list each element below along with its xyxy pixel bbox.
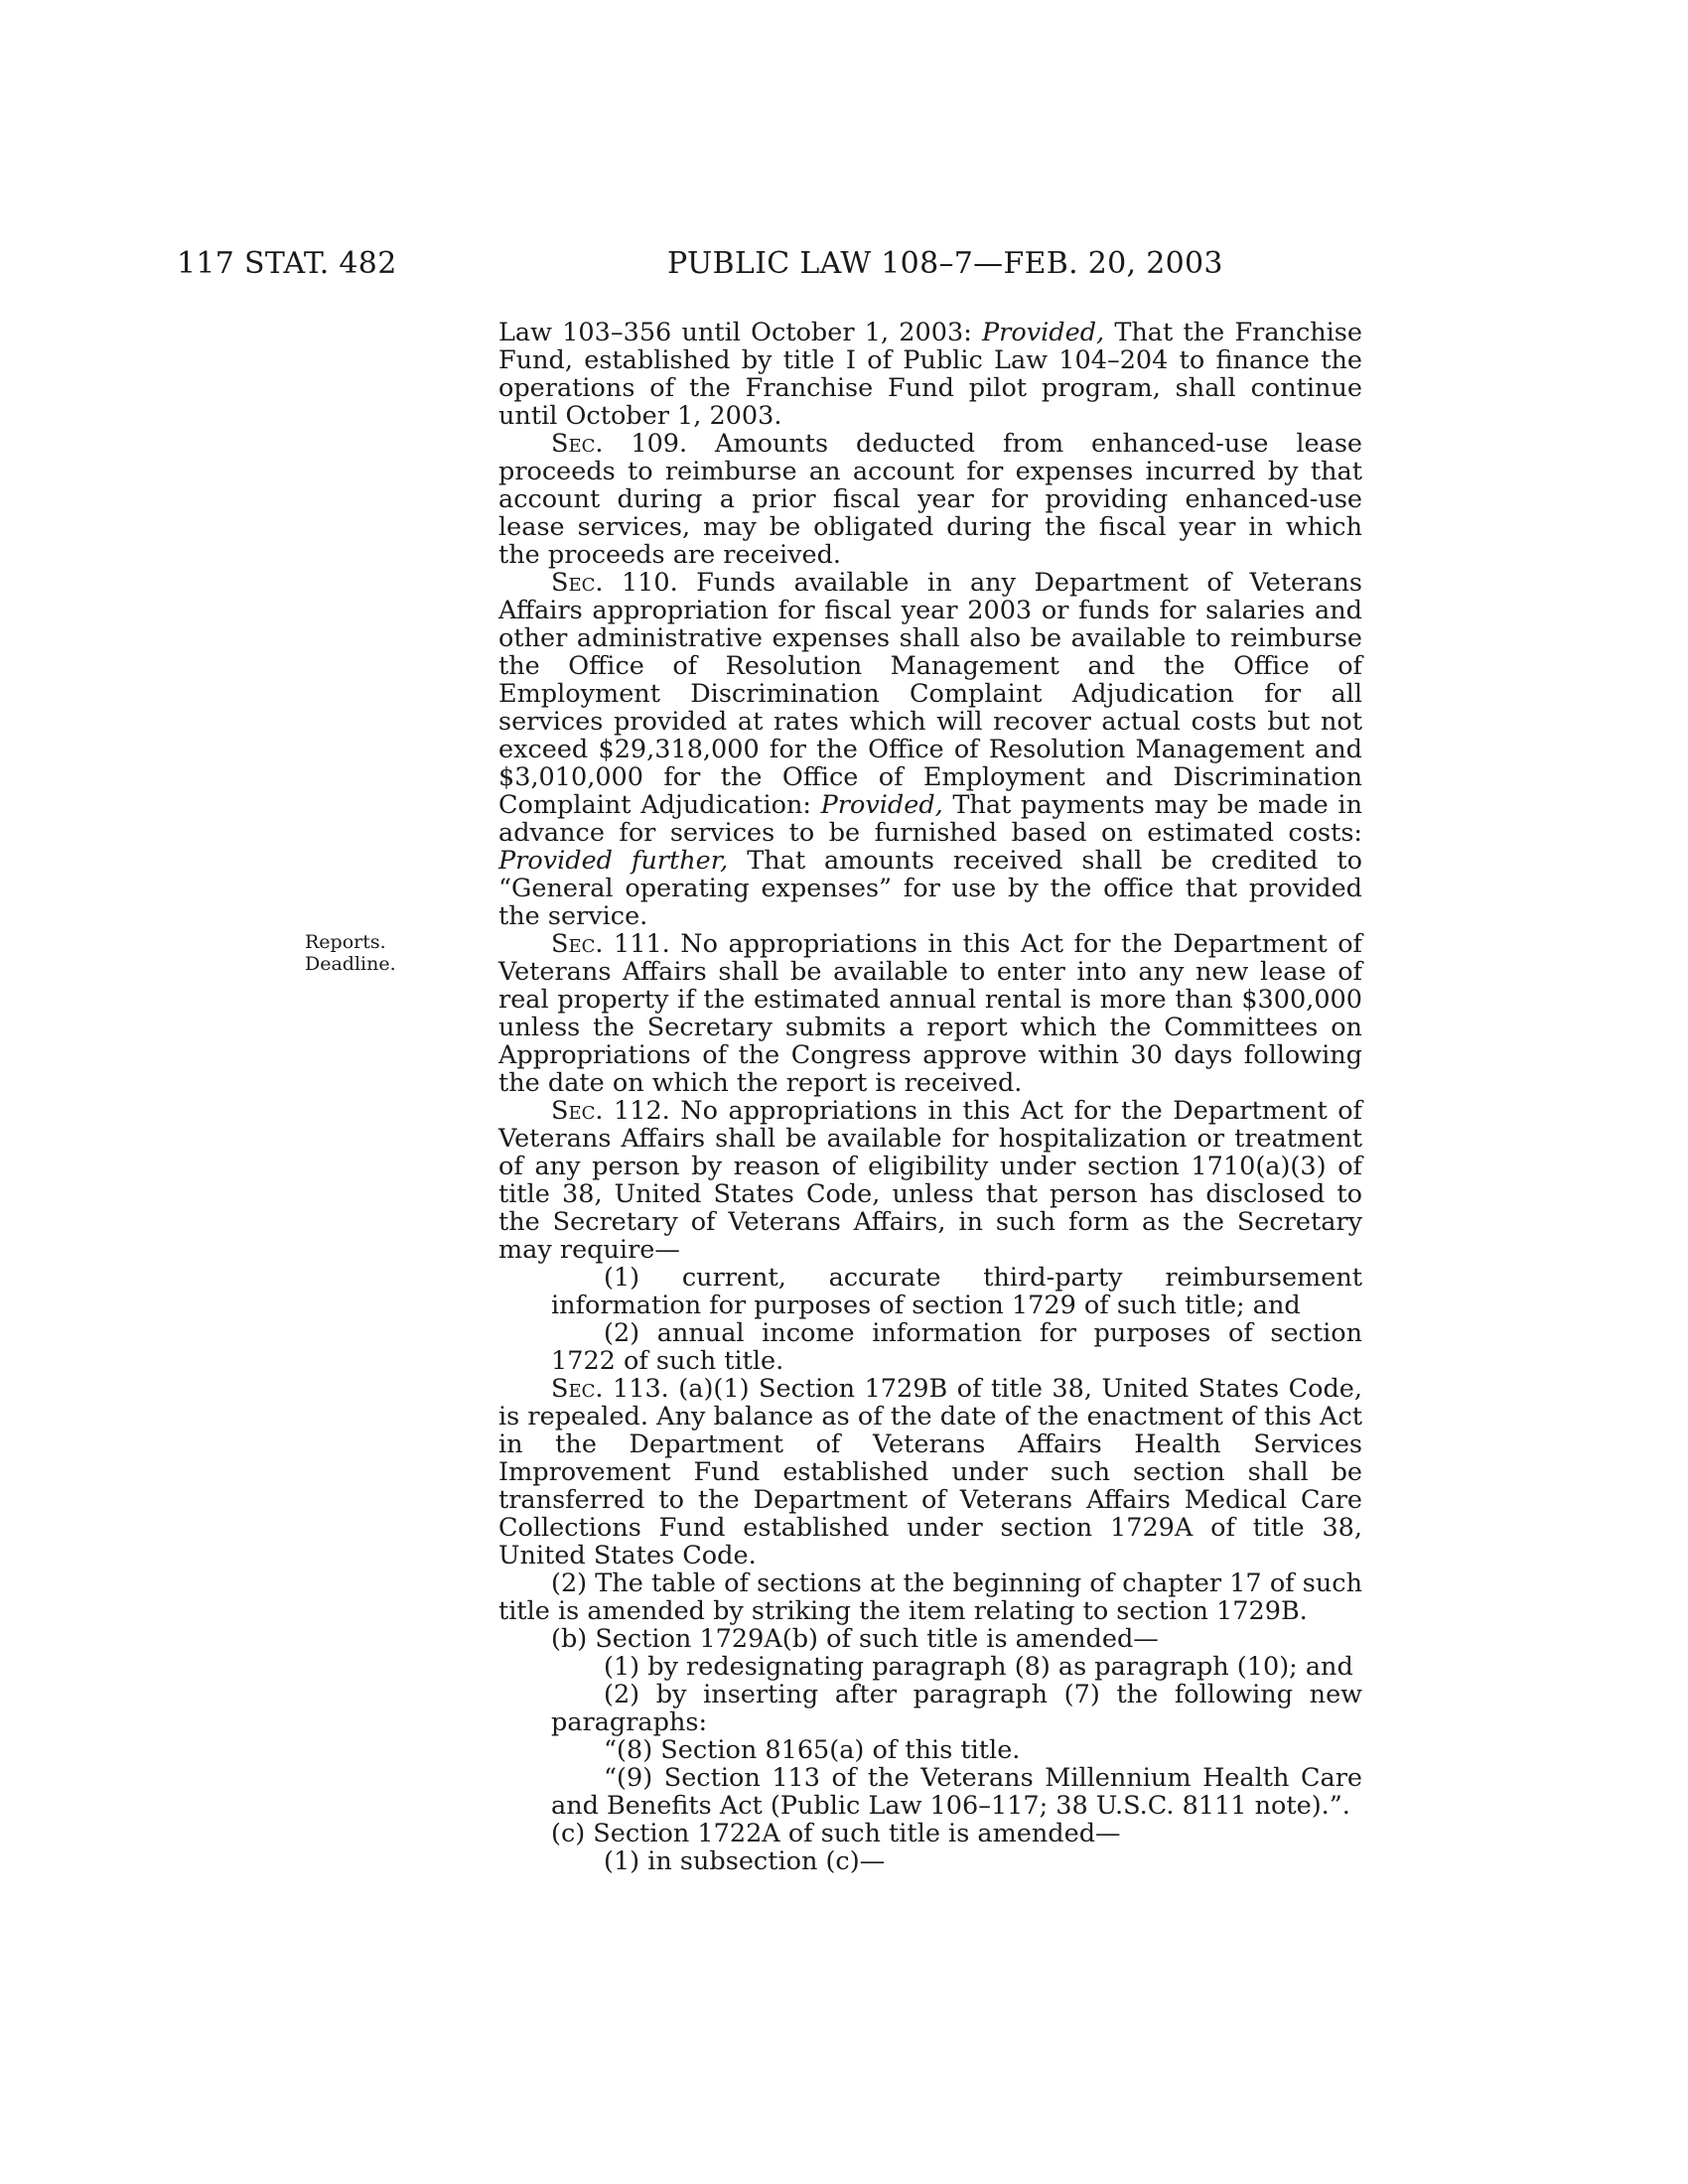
proviso-italic: Provided further, [498,846,729,876]
section-number: Sec. 110. [551,568,678,598]
section-109: Sec. 109. Amounts deducted from enhanced-use lease proceeds to reimburse an account for expenses incurred by that account during a prior fiscal year for providing enhanced-use lease services, may be obligated during the fiscal year in which the proceeds are received. [498,429,1362,570]
body-text [498,319,1362,1875]
quoted-paragraph: “(9) Section 113 of the Veterans Millennium Health Care and Benefits Act (Public Law 106–117; 38 U.S.C. 8111 note).”. [551,1763,1362,1821]
proviso-italic: Provided, [820,790,943,820]
quoted-paragraph: “(8) Section 8165(a) of this title. [604,1735,1021,1765]
paragraph-item: (2) by inserting after paragraph (7) the following new paragraphs: [551,1680,1362,1737]
margin-note-reports: Reports. [305,931,386,953]
margin-note-deadline: Deadline. [305,953,396,975]
paragraph-subsection: (2) The table of sections at the beginning of chapter 17 of such title is amended by striking the item relating to section 1729B. [498,1569,1362,1626]
paragraph-item: (1) by redesignating paragraph (8) as paragraph (10); and [604,1652,1353,1682]
paragraph-item: (2) annual income information for purposes of section 1722 of such title. [551,1318,1362,1376]
statute-page-number: 117 STAT. 482 [177,246,397,281]
section-number: Sec. 113. [551,1374,669,1404]
paragraph-item: (1) current, accurate third-party reimbursement information for purposes of section 1729 of such title; and [551,1263,1362,1320]
margin-note [305,931,396,975]
section-number: Sec. 112. [551,1096,670,1126]
page-header [0,246,1688,286]
section-number: Sec. 111. [551,929,670,959]
paragraph-continuation: Law 103–356 until October 1, 2003: Provided, That the Franchise Fund, established by title I of Public Law 104–204 to finance the operations of the Franchise Fund pilot program, shall continue until October 1, 2003. [498,318,1362,431]
paragraph-subsection: (c) Section 1722A of such title is amended— [551,1819,1121,1848]
section-number: Sec. 109. [551,429,688,459]
running-title: PUBLIC LAW 108–7—FEB. 20, 2003 [667,246,1223,281]
proviso-italic: Provided, [982,318,1105,347]
paragraph-item: (1) in subsection (c)— [604,1846,886,1876]
paragraph-subsection: (b) Section 1729A(b) of such title is amended— [551,1624,1159,1654]
section-112: Sec. 112. No appropriations in this Act for the Department of Veterans Affairs shall be available for hospitalization or treatment of any person by reason of eligibility under section 1710(a)(3) of title 38, United States Code, unless that person has disclosed to the Secretary of Veterans Affairs, in such form as the Secretary may require— [498,1096,1362,1265]
section-111: Sec. 111. No appropriations in this Act for the Department of Veterans Affairs shall be available to enter into any new lease of real property if the estimated annual rental is more than $300,000 unless the Secretary submits a report which the Committees on Appropriations of the Congress approve within 30 days following the date on which the report is received. [498,929,1362,1098]
section-110: Sec. 110. Funds available in any Department of Veterans Affairs appropriation for fiscal year 2003 or funds for salaries and other administrative expenses shall also be available to reimburse the Office of Resolution Management and the Office of Employment Discrimination Complaint Adjudication for all services provided at rates which will recover actual costs but not exceed $29,318,000 for the Office of Resolution Management and $3,010,000 for the Office of Employment and Discrimination Complaint Adjudication: Provided, That payments may be made in advance for services to be furnished based on estimated costs: Provided further, That amounts received shall be credited to “General operating expenses” for use by the office that provided the service. [498,568,1362,931]
section-113: Sec. 113. (a)(1) Section 1729B of title 38, United States Code, is repealed. Any balance as of the date of the enactment of this Act in the Department of Veterans Affairs Health Services Improvement Fund established under such section shall be transferred to the Department of Veterans Affairs Medical Care Collections Fund established under section 1729A of title 38, United States Code. [498,1374,1362,1570]
